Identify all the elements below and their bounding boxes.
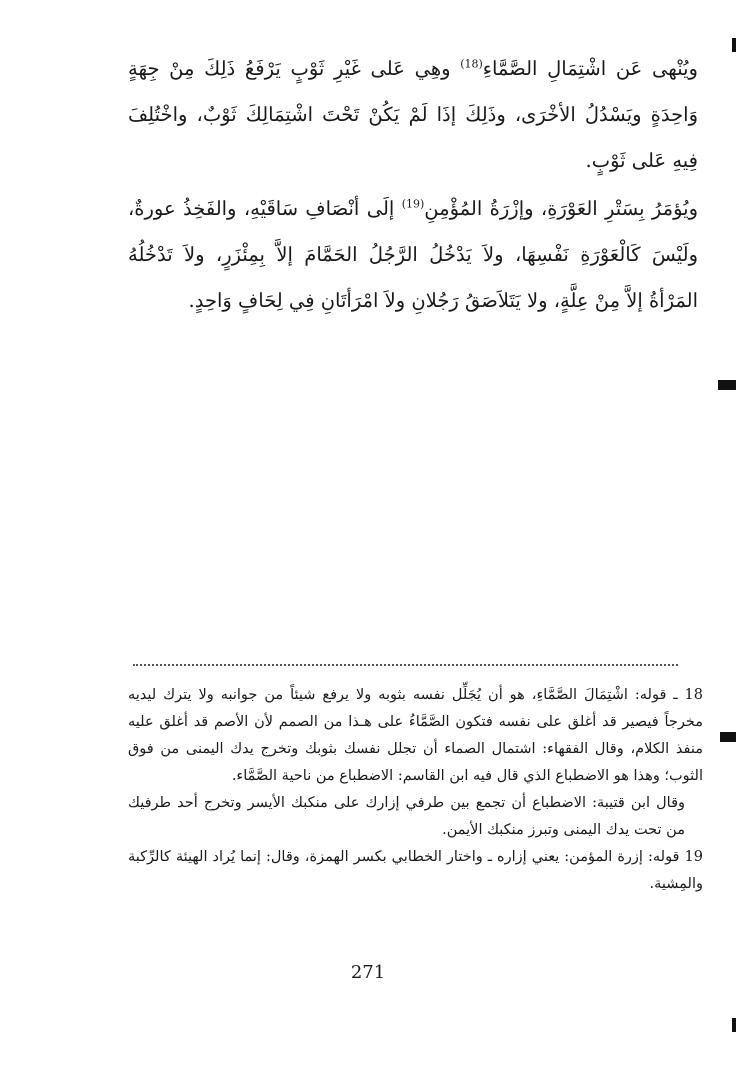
paragraph-1-rest: وهِي عَلى غَيْرِ ثَوْبٍ يَرْفَعُ ذَلِكَ مِنْ جِهَةٍ وَاحِدَةٍ ويَسْدُلُ الأخْرَى، وذَلِكَ إذَا لَمْ يَكُنْ تَحْتَ اشْتِمَالِكَ ثَوْبٌ، واخْتُلِفَ فِيهِ عَلى ثَوْبٍ. bbox=[128, 57, 698, 172]
page-number: 271 bbox=[350, 962, 386, 983]
footnote-18-continued: وقال ابن قتيبة: الاضطباع أن تجمع بين طرفي إزارك على منكبك الأيسر وتخرج أحد طرفيك من تحت يدك اليمنى وتبرز منكبك الأيمن. bbox=[128, 795, 685, 838]
paragraph-2 bbox=[128, 186, 698, 324]
edge-mark bbox=[718, 380, 736, 390]
footnote-18: 18 ـ قوله: اشْتِمَالَ الصَّمَّاءِ، هو أن يُجَلِّل نفسه بثوبه ولا يرفع شيئاً من جوانبه ولا يترك ليديه مخرجاً فيصير قد أغلق على نفسه فتكون الصَّمَّاءُ على هـذا من الصمم لأن الأصم قد أغلق عليه منفذ الكلام، وقال الفقهاء: اشتمال الصماء أن تجلل نفسك بثوبك وتخرج يدك اليمنى من فوق الثوب؛ وهذا هو الاضطباع الذي قال فيه ابن القاسم: الاضطباع من ناحية الصَّمَّاء. bbox=[128, 687, 703, 784]
edge-mark bbox=[720, 732, 736, 742]
paragraph-2-start: ويُؤمَرُ بِسَتْرِ العَوْرَةِ، وإزْرَةُ المُؤْمِنِ bbox=[424, 197, 698, 220]
footnote-ref-18: (18) bbox=[460, 57, 483, 71]
footnote-separator bbox=[133, 664, 678, 668]
paragraph-1 bbox=[128, 46, 698, 184]
edge-mark bbox=[732, 38, 736, 52]
paragraph-1-start: ويُنْهى عَن اشْتِمَالِ الصَّمَّاءِ bbox=[482, 57, 698, 80]
footnote-19: 19 قوله: إزرة المؤمن: يعني إزاره ـ واختار الخطابي بكسر الهمزة، وقال: إنما يُراد الهيئة كالرِّكبة والمِشية. bbox=[128, 849, 703, 892]
paragraph-2-rest: إلَى أنْصَافِ سَاقَيْهِ، والفَخِذُ عورةٌ، ولَيْسَ كَالْعَوْرَةِ نَفْسِهَا، ولاَ يَدْخُلُ الرَّجُلُ الحَمَّامَ إلاَّ بِمِئْزَرٍ، ولاَ تَدْخُلُهُ المَرْأةُ إلاَّ مِنْ عِلَّةٍ، ولا يَتَلاَصَقُ رَجُلانِ ولاَ امْرَأتَانِ فِي لِحَافٍ وَاحِدٍ. bbox=[128, 197, 698, 312]
main-text bbox=[128, 46, 698, 324]
edge-mark bbox=[732, 1018, 736, 1032]
footnotes bbox=[128, 682, 703, 898]
footnote-ref-19: (19) bbox=[401, 197, 425, 211]
